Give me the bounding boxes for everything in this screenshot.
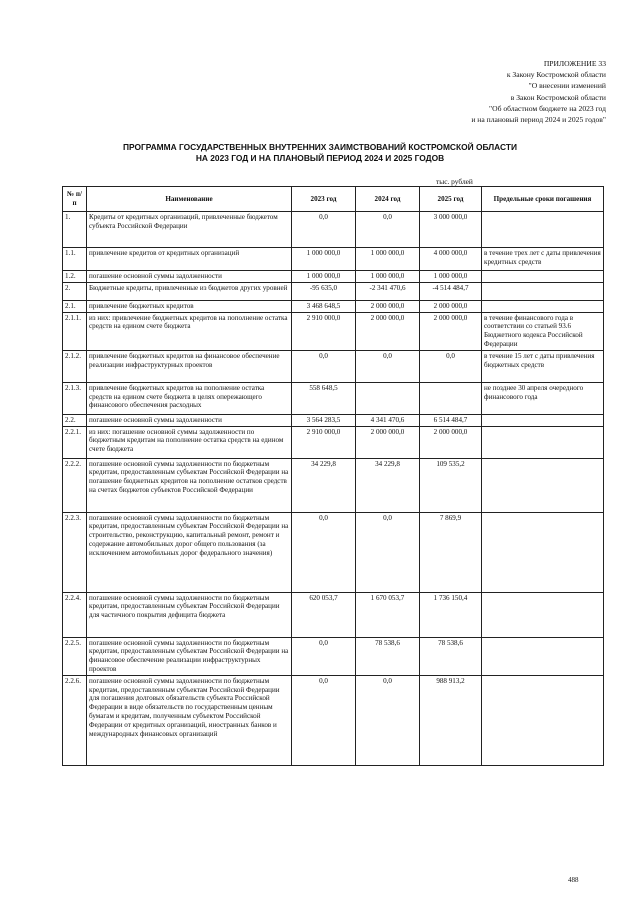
cell-2023: -95 635,0 xyxy=(292,282,356,300)
table-row xyxy=(63,271,604,283)
cell-term: не позднее 30 апреля очередного финансового года xyxy=(482,382,604,414)
annex-line: в Закон Костромской области xyxy=(510,92,606,102)
table-row xyxy=(63,414,604,426)
annex-line: "О внесении изменений xyxy=(528,81,606,91)
cell-term xyxy=(482,282,604,300)
table-row xyxy=(63,212,604,248)
cell-term: в течение трех лет с даты привлечения кредитных средств xyxy=(482,248,604,271)
cell-2025 xyxy=(420,382,482,414)
table-row xyxy=(63,458,604,512)
cell-term xyxy=(482,675,604,765)
cell-2025: 0,0 xyxy=(420,350,482,382)
cell-2025: 1 000 000,0 xyxy=(420,271,482,283)
cell-2024: 0,0 xyxy=(356,512,420,592)
cell-term: в течение финансового года в соответствии со статьей 93.6 Бюджетного кодекса Российской Федерации xyxy=(482,312,604,350)
cell-name: Бюджетные кредиты, привлеченные из бюджетов других уровней xyxy=(87,282,292,300)
cell-2024: 0,0 xyxy=(356,212,420,248)
table-row xyxy=(63,426,604,458)
cell-2023: 1 000 000,0 xyxy=(292,248,356,271)
cell-num: 1. xyxy=(63,212,87,248)
cell-num: 2.2.6. xyxy=(63,675,87,765)
cell-term xyxy=(482,637,604,675)
cell-num: 2.1.3. xyxy=(63,382,87,414)
cell-2025: 2 000 000,0 xyxy=(420,426,482,458)
annex-line: "Об областном бюджете на 2023 год xyxy=(489,103,606,113)
cell-2025: 78 538,6 xyxy=(420,637,482,675)
annex-line: к Закону Костромской области xyxy=(506,70,606,80)
cell-num: 2.1.2. xyxy=(63,350,87,382)
cell-term: в течение 15 лет с даты привлечения бюджетных средств xyxy=(482,350,604,382)
table-row xyxy=(63,282,604,300)
cell-2024: 2 000 000,0 xyxy=(356,426,420,458)
annex-header xyxy=(471,58,606,125)
document-title xyxy=(0,142,640,164)
cell-2024: 0,0 xyxy=(356,350,420,382)
table-row xyxy=(63,248,604,271)
cell-name: погашение основной суммы задолженности xyxy=(87,414,292,426)
table-body xyxy=(63,212,604,766)
cell-num: 2.1. xyxy=(63,300,87,312)
table-row xyxy=(63,350,604,382)
cell-2024: 0,0 xyxy=(356,675,420,765)
cell-2023: 0,0 xyxy=(292,350,356,382)
cell-name: из них: привлечение бюджетных кредитов на пополнение остатка средств на едином счете бюджета xyxy=(87,312,292,350)
cell-2025: 3 000 000,0 xyxy=(420,212,482,248)
table-header-row xyxy=(63,187,604,212)
table-row xyxy=(63,592,604,637)
cell-2024: 1 000 000,0 xyxy=(356,271,420,283)
cell-2025: 109 535,2 xyxy=(420,458,482,512)
cell-2025: 2 000 000,0 xyxy=(420,312,482,350)
cell-2025: 1 736 150,4 xyxy=(420,592,482,637)
annex-line: и на плановый период 2024 и 2025 годов" xyxy=(471,115,606,125)
cell-2023: 620 053,7 xyxy=(292,592,356,637)
cell-term xyxy=(482,271,604,283)
cell-2023: 558 648,5 xyxy=(292,382,356,414)
cell-name: привлечение бюджетных кредитов на финансовое обеспечение реализации инфраструктурных проектов xyxy=(87,350,292,382)
cell-num: 2.2. xyxy=(63,414,87,426)
header-num: № п/п xyxy=(63,187,87,212)
cell-2023: 1 000 000,0 xyxy=(292,271,356,283)
cell-name: погашение основной суммы задолженности xyxy=(87,271,292,283)
cell-2023: 2 910 000,0 xyxy=(292,426,356,458)
cell-2024: 34 229,8 xyxy=(356,458,420,512)
cell-name: погашение основной суммы задолженности по бюджетным кредитам, предоставленным субъектам Российской Федерации на погашение бюджетных кредитов на пополнение остатков средств на счетах бюджетов субъектов Российской Федерации xyxy=(87,458,292,512)
cell-2023: 0,0 xyxy=(292,675,356,765)
cell-num: 2.2.4. xyxy=(63,592,87,637)
cell-num: 1.2. xyxy=(63,271,87,283)
header-2025: 2025 год xyxy=(420,187,482,212)
cell-name: погашение основной суммы задолженности по бюджетным кредитам, предоставленным субъектам Российской Федерации для частичного покрытия дефицита бюджета xyxy=(87,592,292,637)
cell-term xyxy=(482,512,604,592)
table-row xyxy=(63,300,604,312)
cell-2024: 4 341 470,6 xyxy=(356,414,420,426)
cell-num: 2.2.1. xyxy=(63,426,87,458)
cell-2023: 3 468 648,5 xyxy=(292,300,356,312)
title-line: НА 2023 ГОД И НА ПЛАНОВЫЙ ПЕРИОД 2024 И 2025 ГОДОВ xyxy=(195,153,445,163)
cell-2024 xyxy=(356,382,420,414)
cell-name: Кредиты от кредитных организаций, привлеченные бюджетом субъекта Российской Федерации xyxy=(87,212,292,248)
table-row xyxy=(63,312,604,350)
header-term: Предельные сроки погашения xyxy=(482,187,604,212)
cell-2024: 2 000 000,0 xyxy=(356,300,420,312)
cell-num: 1.1. xyxy=(63,248,87,271)
cell-2024: 1 670 053,7 xyxy=(356,592,420,637)
cell-name: погашение основной суммы задолженности по бюджетным кредитам, предоставленным субъектам Российской Федерации на финансовое обеспечение реализации инфраструктурных проектов xyxy=(87,637,292,675)
cell-name: привлечение бюджетных кредитов на пополнение остатка средств на едином счете бюджета в целях опережающего финансового обеспечения расходных xyxy=(87,382,292,414)
table-row xyxy=(63,637,604,675)
cell-num: 2.1.1. xyxy=(63,312,87,350)
table-row xyxy=(63,675,604,765)
cell-num: 2. xyxy=(63,282,87,300)
cell-2023: 0,0 xyxy=(292,212,356,248)
cell-num: 2.2.2. xyxy=(63,458,87,512)
cell-2025: 6 514 484,7 xyxy=(420,414,482,426)
cell-2023: 0,0 xyxy=(292,637,356,675)
table-row xyxy=(63,512,604,592)
cell-2025: -4 514 484,7 xyxy=(420,282,482,300)
unit-label: тыс. рублей xyxy=(436,177,473,186)
header-name: Наименование xyxy=(87,187,292,212)
cell-num: 2.2.3. xyxy=(63,512,87,592)
cell-term xyxy=(482,300,604,312)
cell-2023: 0,0 xyxy=(292,512,356,592)
cell-term xyxy=(482,426,604,458)
cell-term xyxy=(482,212,604,248)
cell-2025: 988 913,2 xyxy=(420,675,482,765)
cell-term xyxy=(482,592,604,637)
cell-2025: 4 000 000,0 xyxy=(420,248,482,271)
cell-term xyxy=(482,458,604,512)
cell-name: погашение основной суммы задолженности по бюджетным кредитам, предоставленным субъектам Российской Федерации для погашения долговых обязательств субъекта Российской Федерации в виде обязательств по государственным ценным бумагам и кредитам, полученным субъектом Российской Федерации от кредитных организаций, иностранных банков и международных финансовых организаций xyxy=(87,675,292,765)
header-2024: 2024 год xyxy=(356,187,420,212)
cell-name: из них: погашение основной суммы задолженности по бюджетным кредитам на пополнение остатка средств на едином счете бюджета xyxy=(87,426,292,458)
cell-2025: 7 869,9 xyxy=(420,512,482,592)
cell-2024: 2 000 000,0 xyxy=(356,312,420,350)
cell-2023: 34 229,8 xyxy=(292,458,356,512)
annex-title: ПРИЛОЖЕНИЕ 33 xyxy=(543,59,606,68)
page-number: 488 xyxy=(568,876,579,884)
table-row xyxy=(63,382,604,414)
cell-2024: 1 000 000,0 xyxy=(356,248,420,271)
cell-2023: 2 910 000,0 xyxy=(292,312,356,350)
cell-2024: 78 538,6 xyxy=(356,637,420,675)
cell-name: погашение основной суммы задолженности по бюджетным кредитам, предоставленным субъектам Российской Федерации на строительство, реконструкцию, капитальный ремонт, ремонт и содержание автомобильных дорог общего пользования (за исключением автомобильных дорог федерального значения) xyxy=(87,512,292,592)
cell-2025: 2 000 000,0 xyxy=(420,300,482,312)
cell-name: привлечение бюджетных кредитов xyxy=(87,300,292,312)
title-line: ПРОГРАММА ГОСУДАРСТВЕННЫХ ВНУТРЕННИХ ЗАИМСТВОВАНИЙ КОСТРОМСКОЙ ОБЛАСТИ xyxy=(123,142,517,152)
cell-2024: -2 341 470,6 xyxy=(356,282,420,300)
cell-2023: 3 564 283,5 xyxy=(292,414,356,426)
header-2023: 2023 год xyxy=(292,187,356,212)
cell-name: привлечение кредитов от кредитных организаций xyxy=(87,248,292,271)
cell-num: 2.2.5. xyxy=(63,637,87,675)
borrowing-table xyxy=(62,186,604,766)
cell-term xyxy=(482,414,604,426)
